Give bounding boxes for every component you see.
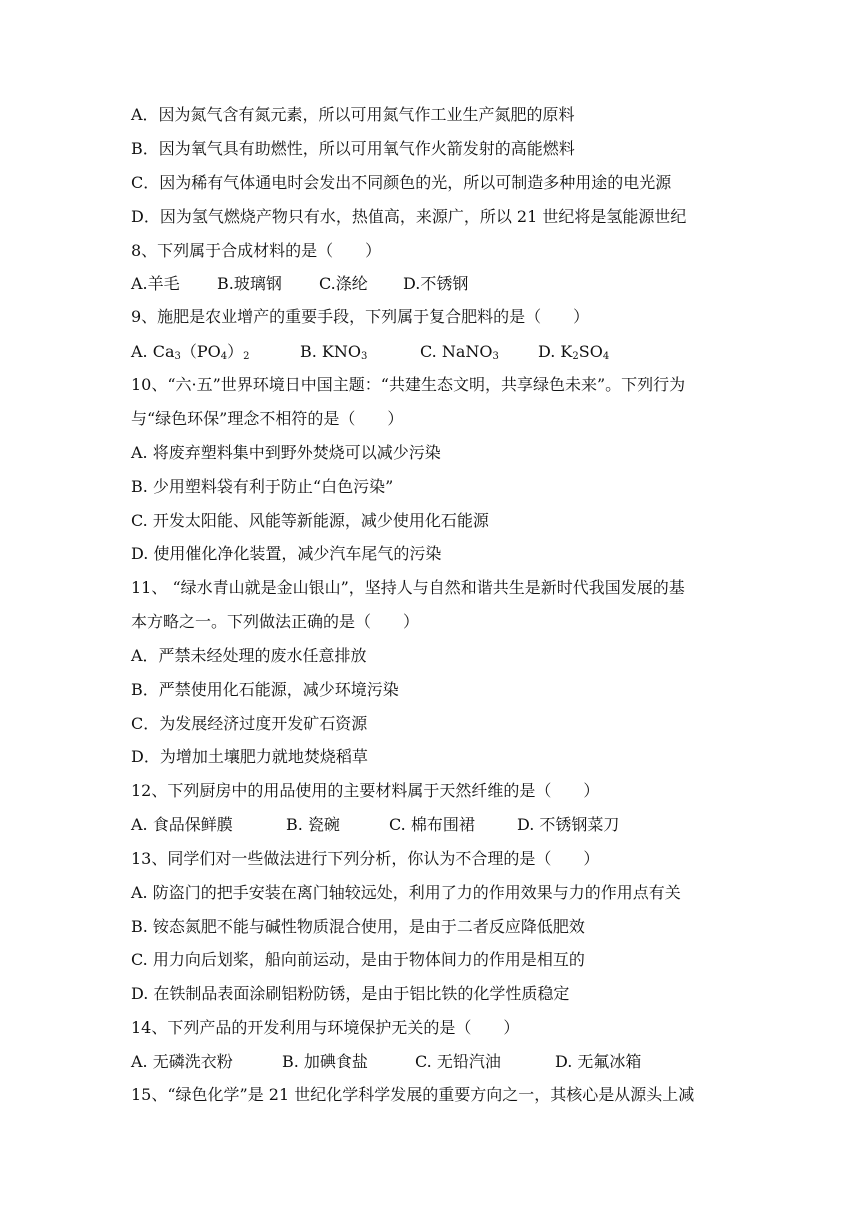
q10-stem-line2: 与“绿色环保”理念不相符的是（ ） bbox=[131, 409, 404, 428]
q10-option-d: D. 使用催化净化装置，减少汽车尾气的污染 bbox=[131, 544, 442, 563]
q12-stem: 12、下列厨房中的用品使用的主要材料属于天然纤维的是（ ） bbox=[131, 781, 600, 800]
q7-option-c: C．因为稀有气体通电时会发出不同颜色的光，所以可制造多种用途的电光源 bbox=[131, 173, 672, 192]
q8-option-a: A.羊毛 bbox=[131, 274, 180, 293]
q14-option-c: C. 无铅汽油 bbox=[415, 1052, 501, 1071]
q14-option-a: A. 无磷洗衣粉 bbox=[131, 1052, 233, 1071]
q13-option-c: C. 用力向后划桨，船向前运动，是由于物体间力的作用是相互的 bbox=[131, 950, 585, 969]
q14-stem: 14、下列产品的开发利用与环境保护无关的是（ ） bbox=[131, 1018, 520, 1037]
q11-stem-line2: 本方略之一。下列做法正确的是（ ） bbox=[131, 612, 420, 631]
q9-option-c: C. NaNO$_3$ bbox=[420, 342, 499, 362]
q8-option-d: D.不锈钢 bbox=[403, 274, 469, 293]
q14-option-b: B. 加碘食盐 bbox=[282, 1052, 368, 1071]
q8-option-c: C.涤纶 bbox=[319, 274, 368, 293]
q10-stem-line1: 10、“六·五”世界环境日中国主题：“共建生态文明，共享绿色未来”。下列行为 bbox=[131, 375, 686, 394]
q15-stem-line1: 15、“绿色化学”是 21 世纪化学科学发展的重要方向之一，其核心是从源头上减 bbox=[131, 1085, 695, 1104]
q11-option-c: C．为发展经济过度开发矿石资源 bbox=[131, 714, 368, 733]
q12-option-b: B. 瓷碗 bbox=[286, 815, 340, 834]
q13-stem: 13、同学们对一些做法进行下列分析，你认为不合理的是（ ） bbox=[131, 849, 600, 868]
q10-option-c: C. 开发太阳能、风能等新能源，减少使用化石能源 bbox=[131, 511, 489, 530]
q9-option-a: A. $Ca_3(PO_4)_2$ bbox=[131, 342, 250, 362]
q12-option-c: C. 棉布围裙 bbox=[389, 815, 475, 834]
q11-option-a: A．严禁未经处理的废水任意排放 bbox=[131, 646, 367, 665]
q13-option-a: A. 防盗门的把手安装在离门轴较远处，利用了力的作用效果与力的作用点有关 bbox=[131, 883, 681, 902]
q7-option-d: D．因为氢气燃烧产物只有水，热值高，来源广，所以 21 世纪将是氢能源世纪 bbox=[131, 207, 687, 226]
q10-option-a: A. 将废弃塑料集中到野外焚烧可以减少污染 bbox=[131, 443, 441, 462]
q7-option-a: A．因为氮气含有氮元素，所以可用氮气作工业生产氮肥的原料 bbox=[131, 105, 575, 124]
q11-option-b: B．严禁使用化石能源，减少环境污染 bbox=[131, 680, 399, 699]
q13-option-b: B. 铵态氮肥不能与碱性物质混合使用，是由于二者反应降低肥效 bbox=[131, 917, 585, 936]
q13-option-d: D. 在铁制品表面涂刷铝粉防锈，是由于铝比铁的化学性质稳定 bbox=[131, 984, 570, 1003]
q9-stem: 9、施肥是农业增产的重要手段，下列属于复合肥料的是（ ） bbox=[131, 307, 590, 326]
q9-option-b: B. $KNO_3$ bbox=[300, 342, 368, 362]
q14-option-d: D. 无氟冰箱 bbox=[555, 1052, 642, 1071]
q12-option-a: A. 食品保鲜膜 bbox=[131, 815, 233, 834]
q10-option-b: B. 少用塑料袋有利于防止“白色污染” bbox=[131, 477, 394, 496]
q11-stem-line1: 11、 “绿水青山就是金山银山”，坚持人与自然和谐共生是新时代我国发展的基 bbox=[131, 578, 685, 597]
q8-option-b: B.玻璃钢 bbox=[217, 274, 282, 293]
q7-option-b: B．因为氧气具有助燃性，所以可用氧气作火箭发射的高能燃料 bbox=[131, 139, 575, 158]
q12-option-d: D. 不锈钢菜刀 bbox=[517, 815, 620, 834]
q9-option-d: D. $K_2SO_4$ bbox=[538, 342, 610, 362]
q11-option-d: D．为增加土壤肥力就地焚烧稻草 bbox=[131, 747, 368, 766]
q8-stem: 8、下列属于合成材料的是（ ） bbox=[131, 241, 382, 260]
